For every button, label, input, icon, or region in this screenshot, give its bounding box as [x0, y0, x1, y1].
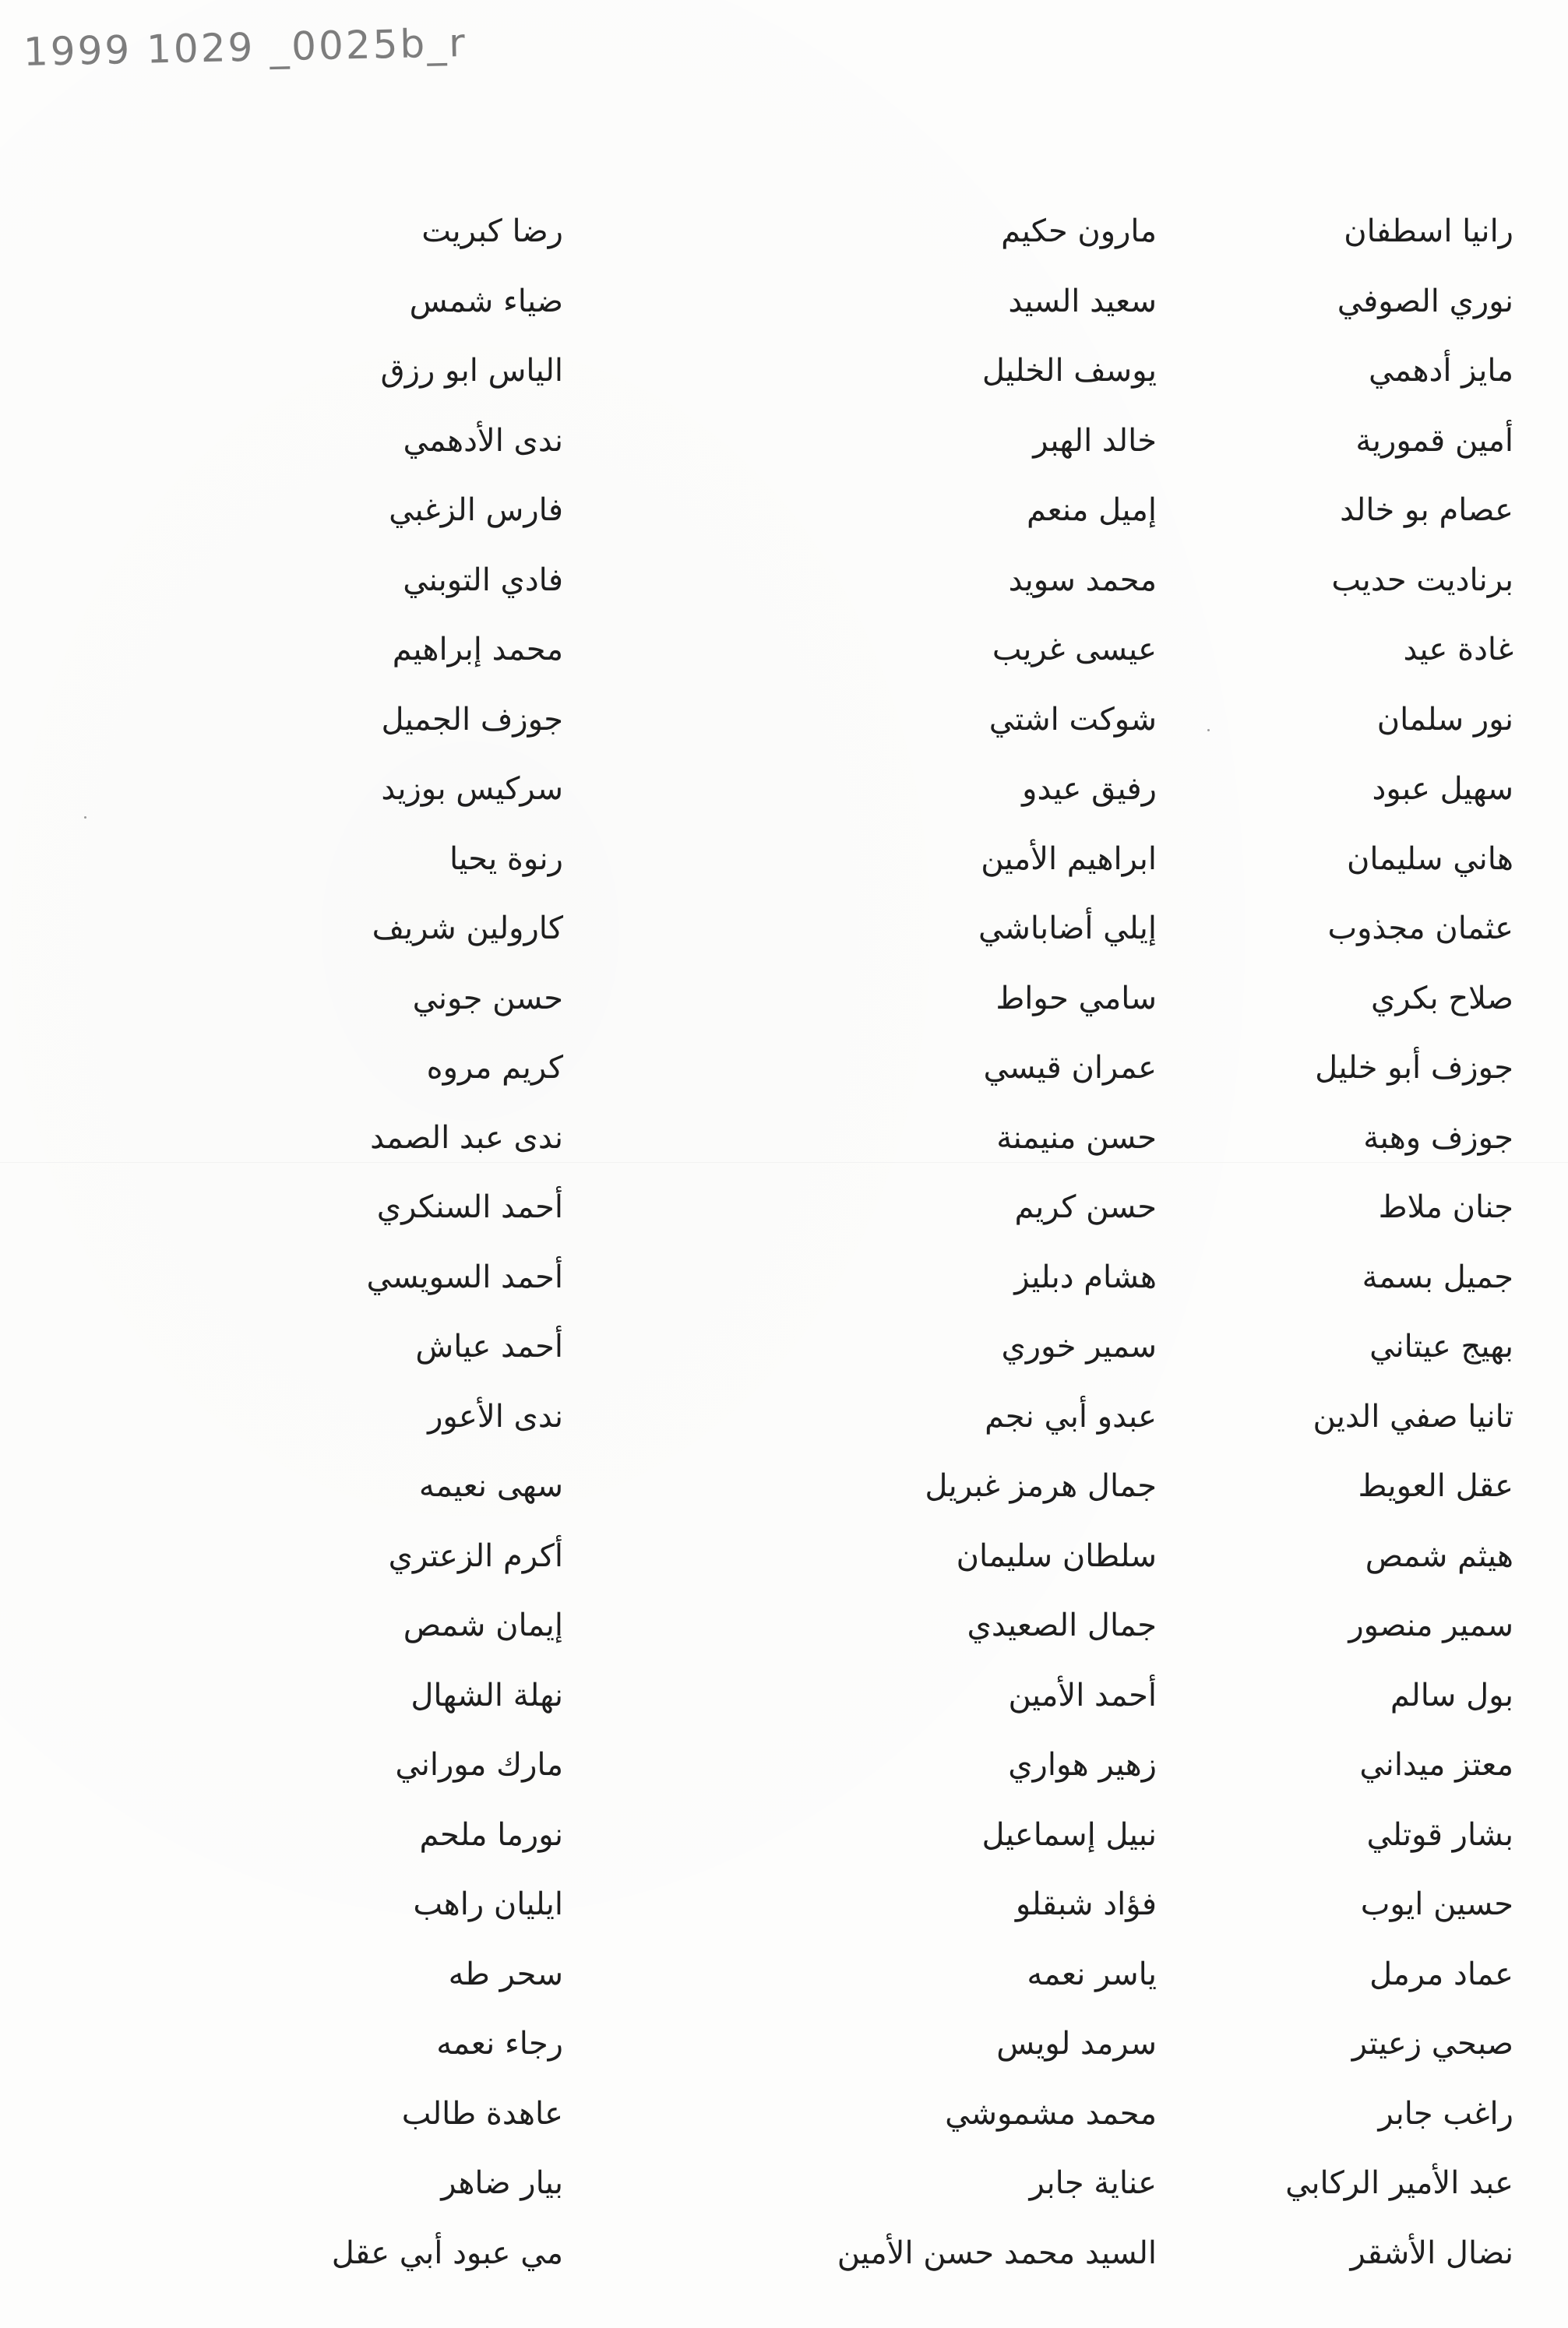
- name-entry: رنوة يحيا: [449, 840, 563, 877]
- name-entry: زهير هواري: [1008, 1747, 1157, 1783]
- name-entry: أحمد عياش: [415, 1329, 563, 1365]
- name-entry: رضا كبريت: [421, 213, 563, 249]
- name-entry: عبدو أبي نجم: [985, 1398, 1157, 1435]
- names-column-middle: [837, 204, 1157, 2295]
- name-entry: أكرم الزعتري: [388, 1537, 563, 1574]
- name-entry: جمال الصعيدي: [967, 1608, 1157, 1643]
- name-entry: فادي التوبني: [403, 562, 563, 598]
- name-entry: نهلة الشهال: [410, 1677, 563, 1713]
- names-column-left: [332, 204, 563, 2295]
- handwritten-reference-number: 1999 1029 _0025b_r: [23, 20, 468, 75]
- name-entry: سحر طه: [448, 1956, 563, 1992]
- name-entry: عاهدة طالب: [401, 2095, 563, 2132]
- name-entry: سمير خوري: [1001, 1329, 1157, 1365]
- name-entry: كارولين شريف: [372, 910, 563, 946]
- name-entry: ندى الأعور: [428, 1398, 563, 1435]
- name-entry: رفيق عيدو: [1022, 771, 1157, 807]
- name-entry: نورما ملحم: [419, 1816, 563, 1853]
- name-entry: جمال هرمز غبريل: [925, 1468, 1157, 1504]
- name-entry: مايز أدهمي: [1368, 353, 1513, 389]
- name-entry: نور سلمان: [1376, 701, 1513, 738]
- name-entry: أحمد السويسي: [366, 1259, 563, 1295]
- name-entry: حسين ايوب: [1360, 1886, 1513, 1922]
- name-entry: مي عبود أبي عقل: [331, 2235, 563, 2271]
- name-entry: عمران قيسي: [983, 1050, 1157, 1086]
- name-entry: إيمان شمص: [403, 1608, 563, 1643]
- name-entry: محمد مشموشي: [945, 2095, 1157, 2132]
- name-entry: محمد سويد: [1008, 562, 1157, 598]
- name-entry: سركيس بوزيد: [381, 771, 563, 807]
- name-entry: جوزف وهبة: [1363, 1119, 1513, 1156]
- name-entry: عصام بو خالد: [1340, 492, 1513, 528]
- name-entry: كريم مروه: [426, 1050, 563, 1086]
- name-entry: صلاح بكري: [1371, 980, 1513, 1016]
- name-entry: هيثم شمص: [1365, 1537, 1513, 1574]
- name-entry: إيلي أضاباشي: [978, 910, 1157, 946]
- name-entry: فؤاد شبقلو: [1015, 1886, 1157, 1922]
- name-entry: سعيد السيد: [1008, 283, 1157, 319]
- name-entry: عناية جابر: [1029, 2165, 1157, 2201]
- name-entry: خالد الهبر: [1033, 422, 1157, 459]
- name-entry: سهى نعيمه: [418, 1468, 563, 1504]
- name-entry: مارك موراني: [395, 1747, 563, 1783]
- name-entry: نوري الصوفي: [1337, 283, 1513, 319]
- name-entry: أحمد السنكري: [376, 1189, 563, 1225]
- names-column-right: [1285, 204, 1513, 2295]
- name-entry: ضياء شمس: [409, 283, 563, 319]
- name-entry: معتز ميداني: [1359, 1747, 1513, 1783]
- name-entry: بيار ضاهر: [441, 2165, 563, 2201]
- name-entry: فارس الزغبي: [389, 492, 563, 528]
- name-entry: جميل بسمة: [1362, 1259, 1513, 1295]
- name-entry: مارون حكيم: [1001, 213, 1157, 249]
- name-entry: حسن كريم: [1014, 1189, 1157, 1225]
- name-entry: أمين قمورية: [1355, 422, 1513, 459]
- name-entry: جنان ملاط: [1378, 1189, 1513, 1225]
- name-entry: سلطان سليمان: [956, 1537, 1157, 1574]
- name-entry: بهيج عيتاني: [1369, 1329, 1513, 1365]
- name-entry: الياس ابو رزق: [380, 353, 563, 389]
- name-entry: رجاء نعمه: [436, 2026, 563, 2062]
- name-entry: سامي حواط: [995, 980, 1157, 1016]
- name-entry: تانيا صفي الدين: [1313, 1398, 1513, 1435]
- name-entry: عقل العويط: [1358, 1468, 1513, 1504]
- name-entry: السيد محمد حسن الأمين: [837, 2235, 1157, 2271]
- name-entry: سمير منصور: [1348, 1608, 1513, 1643]
- name-entry: هاني سليمان: [1347, 840, 1513, 877]
- name-entry: يوسف الخليل: [981, 353, 1157, 389]
- name-entry: جوزف أبو خليل: [1315, 1050, 1513, 1086]
- name-entry: محمد إبراهيم: [392, 632, 563, 667]
- name-entry: حسن منيمنة: [996, 1119, 1157, 1156]
- name-entry: عثمان مجذوب: [1327, 910, 1513, 946]
- name-entry: جوزف الجميل: [381, 701, 563, 738]
- name-entry: إميل منعم: [1026, 492, 1157, 528]
- name-entry: نبيل إسماعيل: [981, 1816, 1157, 1853]
- name-entry: حسن جوني: [412, 980, 563, 1016]
- name-entry: بول سالم: [1390, 1677, 1513, 1713]
- name-entry: عبد الأمير الركابي: [1285, 2165, 1513, 2201]
- name-entry: نضال الأشقر: [1350, 2235, 1513, 2271]
- name-entry: سرمد لويس: [996, 2026, 1157, 2062]
- name-entry: بشار قوتلي: [1366, 1816, 1513, 1853]
- name-entry: عماد مرمل: [1369, 1956, 1513, 1992]
- name-entry: صبحي زعيتر: [1351, 2026, 1513, 2062]
- name-entry: ندى عبد الصمد: [370, 1119, 563, 1156]
- name-entry: ندى الأدهمي: [403, 422, 563, 459]
- name-entry: برناديت حديب: [1331, 562, 1513, 598]
- name-entry: ايليان راهب: [413, 1886, 563, 1922]
- name-entry: ياسر نعمه: [1027, 1956, 1157, 1992]
- name-entry: هشام دبليز: [1014, 1259, 1157, 1295]
- name-entry: ابراهيم الأمين: [981, 840, 1157, 877]
- name-entry: عيسى غريب: [992, 632, 1157, 667]
- name-entry: رانيا اسطفان: [1344, 213, 1513, 249]
- name-entry: راغب جابر: [1378, 2095, 1513, 2132]
- name-entry: غادة عيد: [1403, 632, 1513, 667]
- name-entry: سهيل عبود: [1372, 771, 1513, 807]
- name-entry: شوكت اشتي: [988, 701, 1157, 738]
- name-entry: أحمد الأمين: [1008, 1677, 1157, 1713]
